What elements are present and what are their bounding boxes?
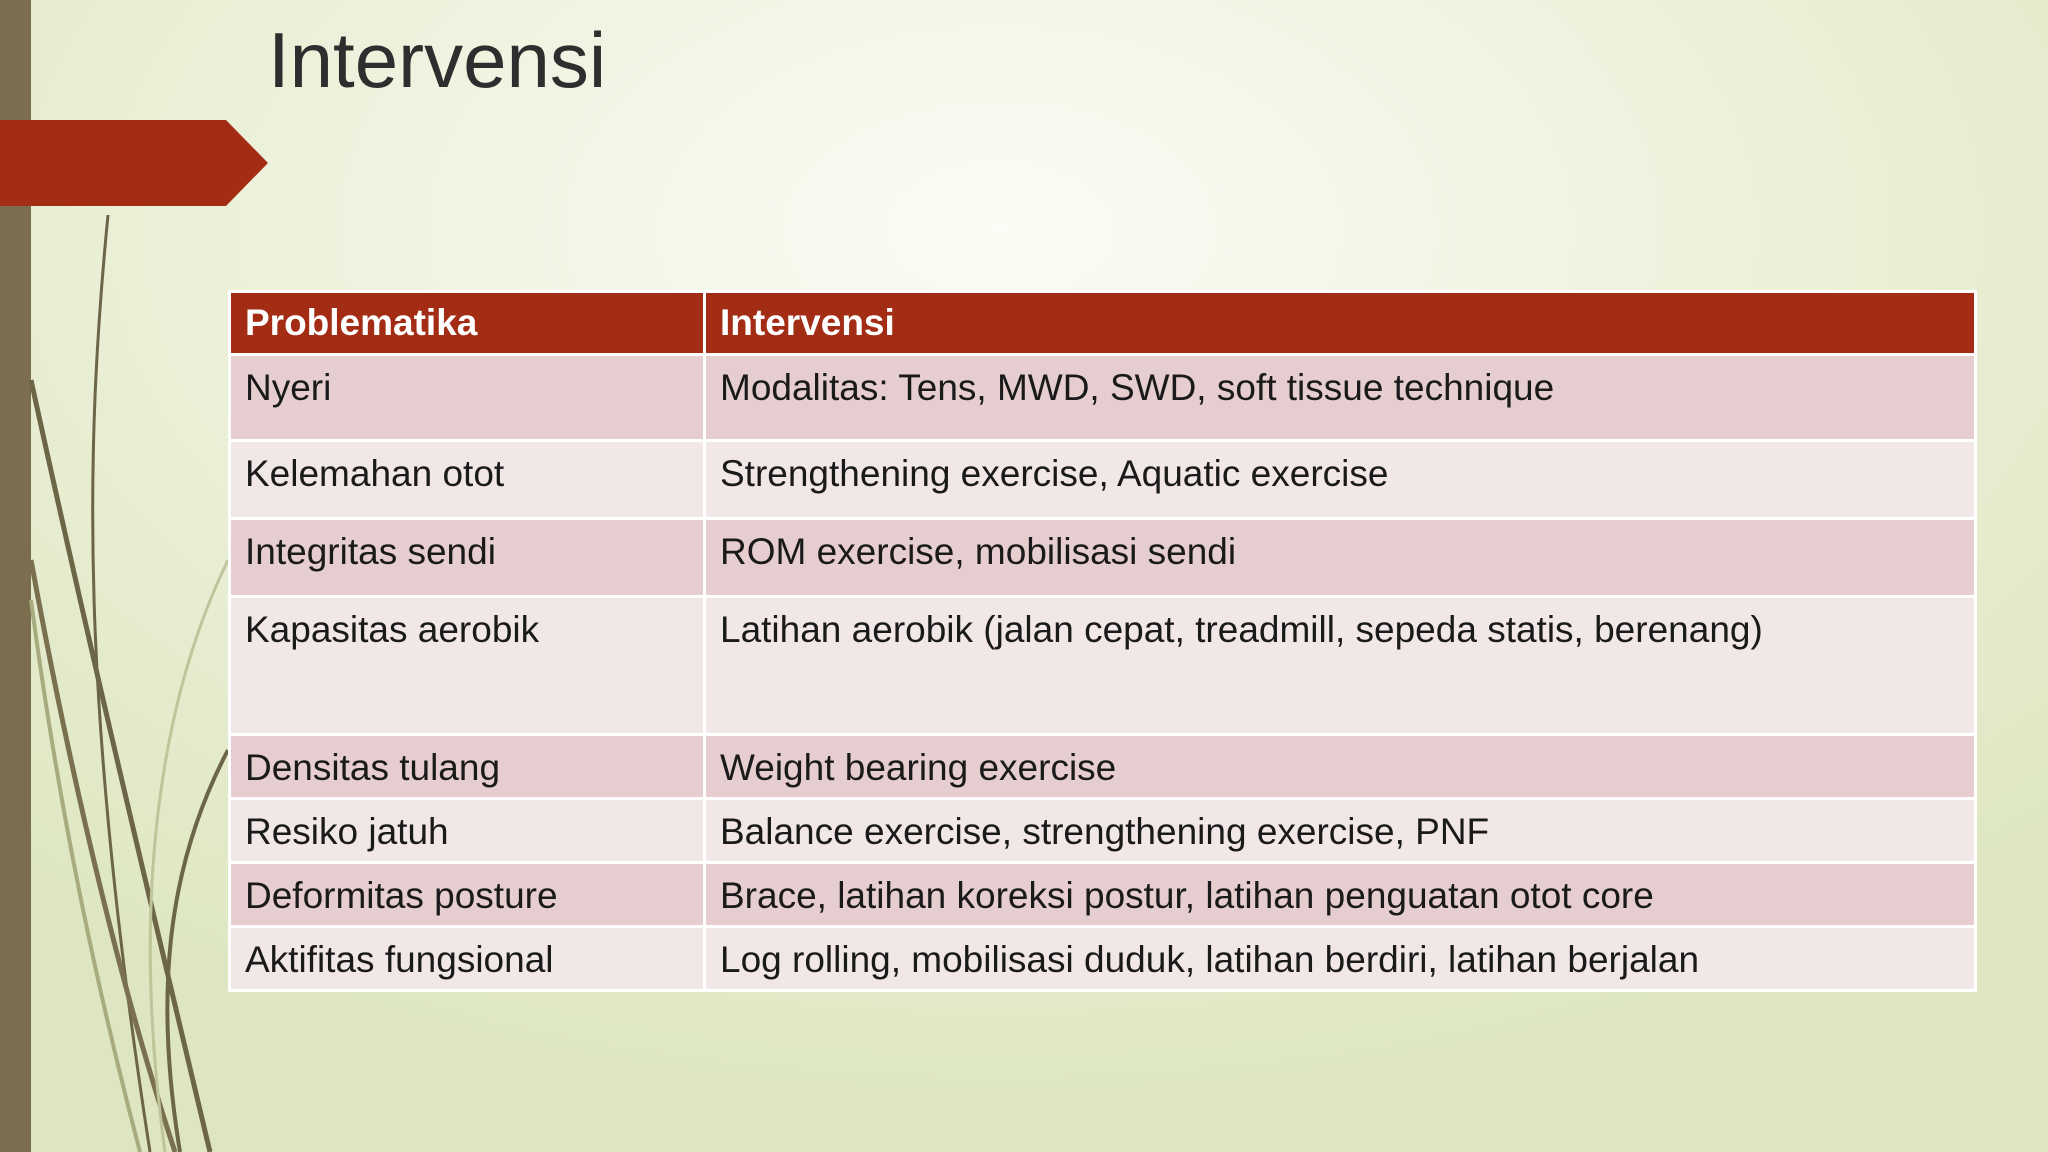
intervention-cell: Brace, latihan koreksi postur, latihan penguatan otot core	[705, 863, 1976, 927]
table-row	[230, 441, 1976, 519]
table-row	[230, 863, 1976, 927]
table-row	[230, 927, 1976, 991]
intervention-cell: Latihan aerobik (jalan cepat, treadmill, sepeda statis, berenang)	[705, 597, 1976, 735]
table-header-row	[230, 292, 1976, 355]
table-row	[230, 735, 1976, 799]
intervention-cell: ROM exercise, mobilisasi sendi	[705, 519, 1976, 597]
problem-cell: Densitas tulang	[230, 735, 705, 799]
problem-cell: Integritas sendi	[230, 519, 705, 597]
intervention-cell: Strengthening exercise, Aquatic exercise	[705, 441, 1976, 519]
problem-cell: Nyeri	[230, 355, 705, 441]
problem-cell: Resiko jatuh	[230, 799, 705, 863]
intervention-cell: Modalitas: Tens, MWD, SWD, soft tissue technique	[705, 355, 1976, 441]
problem-cell: Aktifitas fungsional	[230, 927, 705, 991]
problem-cell: Kelemahan otot	[230, 441, 705, 519]
header-problematika: Problematika	[230, 292, 705, 355]
problem-cell: Deformitas posture	[230, 863, 705, 927]
intervention-cell: Weight bearing exercise	[705, 735, 1976, 799]
slide-title: Intervensi	[268, 16, 607, 104]
table-row	[230, 355, 1976, 441]
arrow-tab-shape	[0, 120, 268, 206]
problem-cell: Kapasitas aerobik	[230, 597, 705, 735]
table-row	[230, 799, 1976, 863]
intervention-table	[228, 290, 1977, 992]
table-row	[230, 519, 1976, 597]
intervention-cell: Balance exercise, strengthening exercise, PNF	[705, 799, 1976, 863]
table-row	[230, 597, 1976, 735]
header-intervensi: Intervensi	[705, 292, 1976, 355]
intervention-cell: Log rolling, mobilisasi duduk, latihan berdiri, latihan berjalan	[705, 927, 1976, 991]
